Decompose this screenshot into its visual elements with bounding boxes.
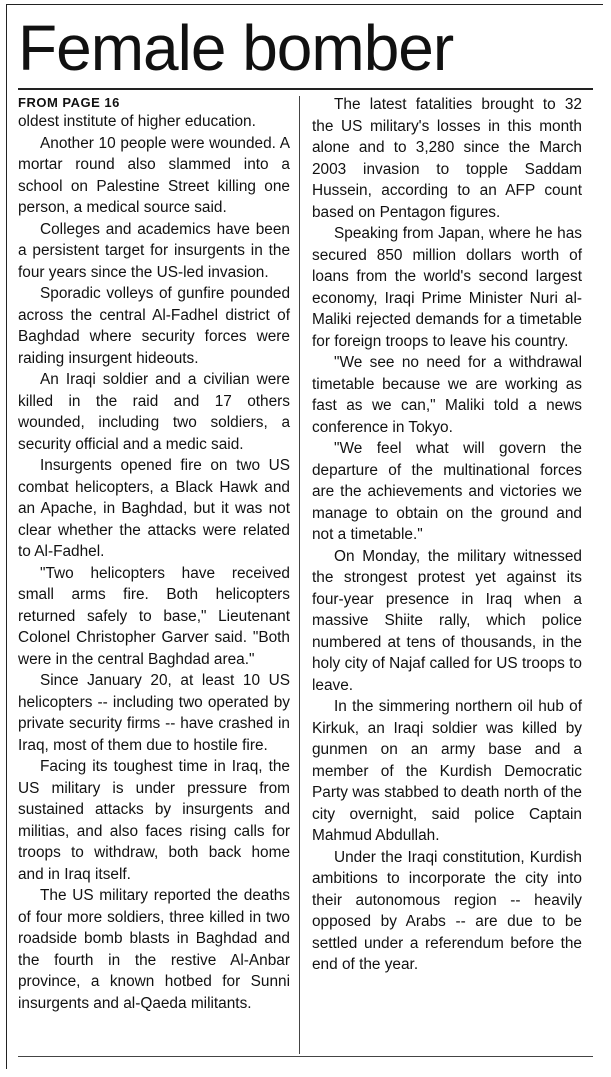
paragraph: Sporadic volleys of gunfire pounded across the central Al-Fadhel district of Baghdad where security forces were raiding insurgent hideouts. [18,285,290,367]
paragraph: Colleges and academics have been a persistent target for insurgents in the four years since the US-led invasion. [18,220,290,281]
headline-rule [18,88,593,90]
paragraph: Speaking from Japan, where he has secured 850 million dollars worth of loans from the world's second largest economy, Iraqi Prime Minister Nuri al-Maliki rejected demands for a timetable for foreign troops to leave his country. [312,225,582,350]
left-column [18,94,290,1014]
paragraph: An Iraqi soldier and a civilian were killed in the raid and 17 others wounded, including two soldiers, a security official and a medic said. [18,371,290,453]
paragraph: Insurgents opened fire on two US combat helicopters, a Black Hawk and an Apache, in Baghdad, but it was not clear whether the attacks were related to Al-Fadhel. [18,457,290,560]
paragraph: Facing its toughest time in Iraq, the US military is under pressure from sustained attacks by insurgents and militias, and also faces rising calls for troops to withdraw, both back home and in Iraq itself. [18,758,290,883]
paragraph: oldest institute of higher education. [18,113,256,130]
bottom-rule [18,1056,593,1057]
paragraph: "We feel what will govern the departure of the multinational forces are the achievements and victories we manage to obtain on the ground and not a timetable." [312,440,582,543]
paragraph: The US military reported the deaths of four more soldiers, three killed in two roadside bomb blasts in Baghdad and the fourth in the restive Al-Anbar province, a known hotbed for Sunni insurgents and al-Qaeda militants. [18,887,290,1012]
paragraph: "We see no need for a withdrawal timetable because we are working as fast as we can," Maliki told a news conference in Tokyo. [312,354,582,436]
paragraph: Under the Iraqi constitution, Kurdish ambitions to incorporate the city into their autonomous region -- heavily opposed by Arabs -- are due to be settled under a referendum before the end of the year. [312,848,582,973]
jump-line: FROM PAGE 16 [18,95,120,110]
paragraph: On Monday, the military witnessed the strongest protest yet against its four-year presence in Iraq when a massive Shiite rally, which police numbered at tens of thousands, in the holy city of Najaf called for US troops to leave. [312,547,582,694]
right-column [312,94,582,976]
paragraph: Another 10 people were wounded. A mortar round also slammed into a school on Palestine Street killing one person, a medical source said. [18,134,290,216]
paragraph: The latest fatalities brought to 32 the US military's losses in this month alone and to 3,280 since the March 2003 invasion to topple Saddam Hussein, according to an AFP count based on Pentagon figures. [312,96,582,221]
paragraph: In the simmering northern oil hub of Kirkuk, an Iraqi soldier was killed by gunmen on an army base and a member of the Kurdish Democratic Party was stabbed to death north of the city overnight, said police Captain Mahmud Abdullah. [312,698,582,844]
column-divider [299,96,300,1054]
paragraph: "Two helicopters have received small arms fire. Both helicopters returned safely to base," Lieutenant Colonel Christopher Garver said. "Both were in the central Baghdad area." [18,564,290,668]
headline: Female bomber [18,12,454,84]
paragraph: Since January 20, at least 10 US helicopters -- including two operated by private security firms -- have crashed in Iraq, most of them due to hostile fire. [18,672,290,754]
